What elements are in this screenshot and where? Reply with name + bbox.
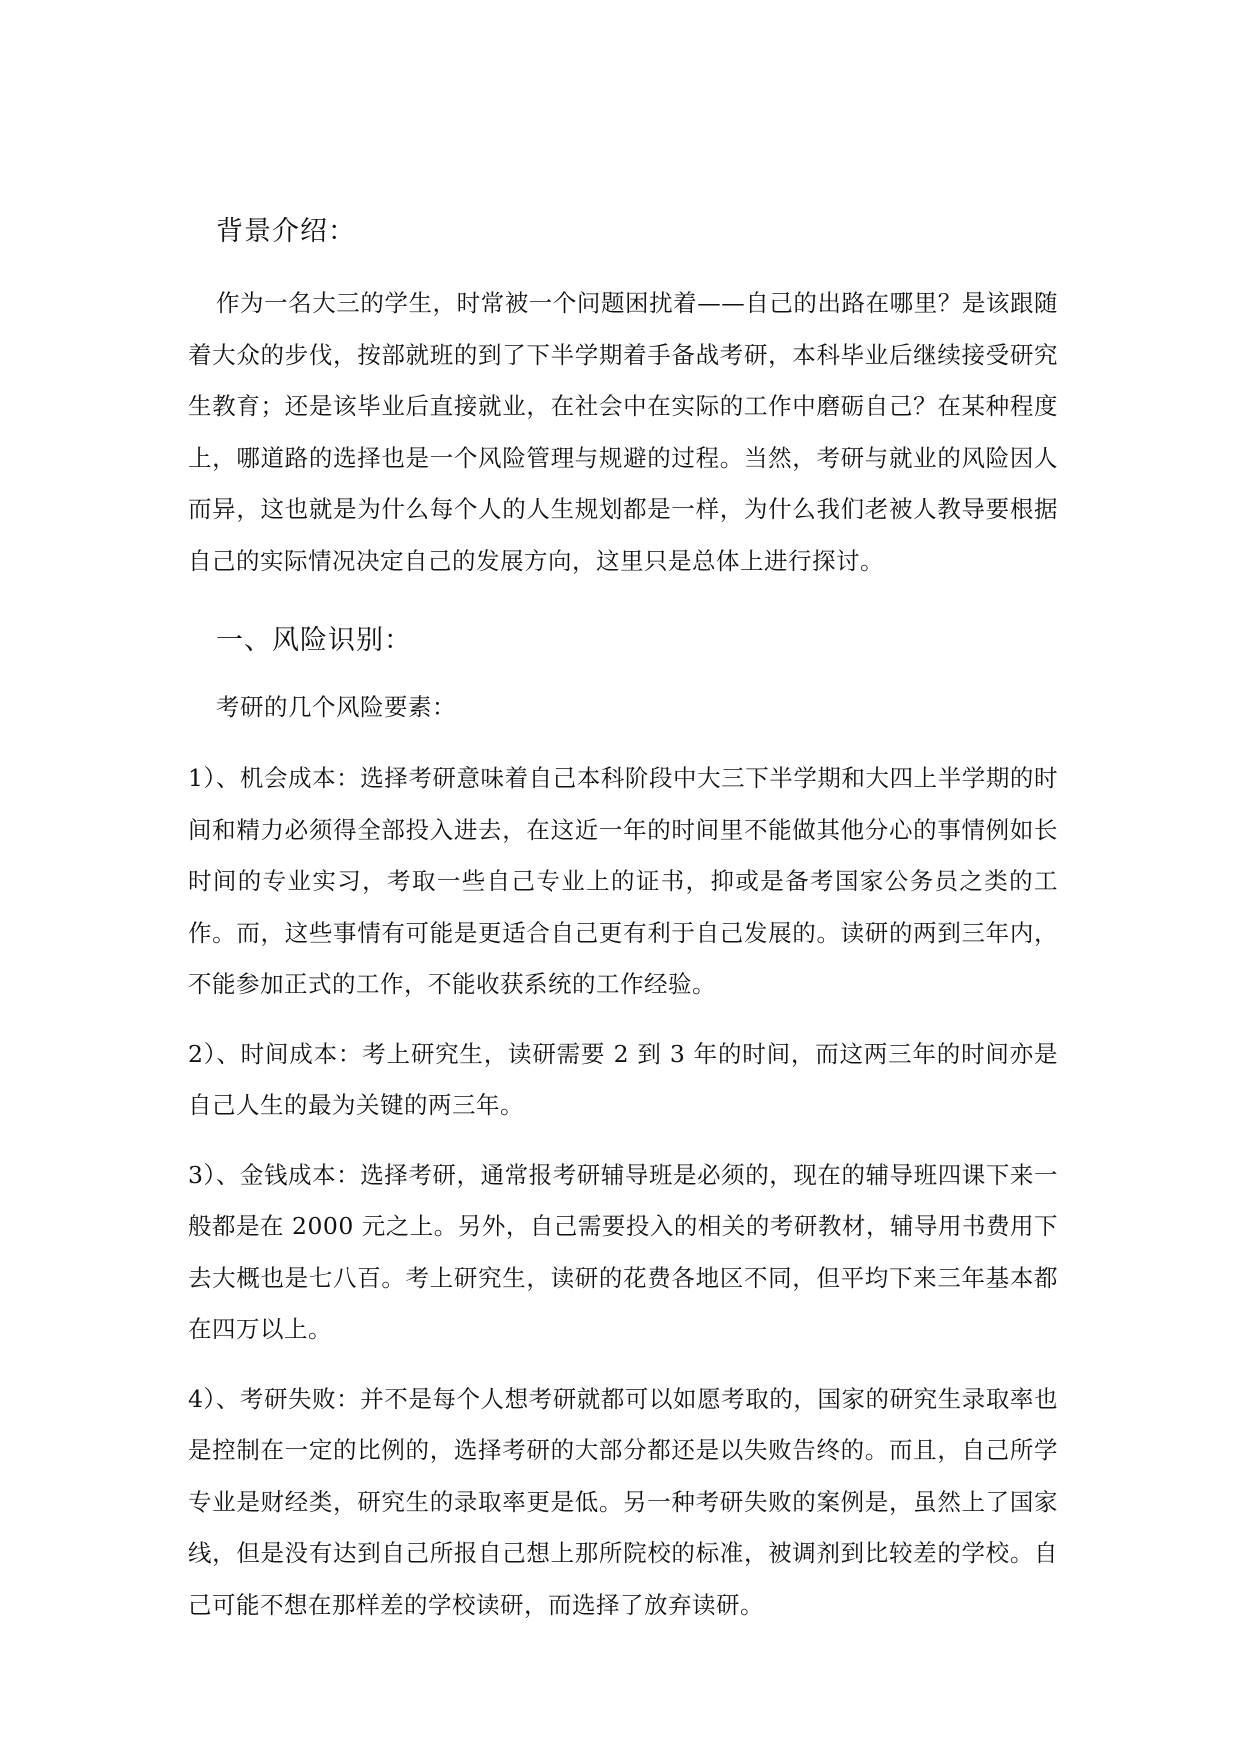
risk-item-time-cost: 2）、时间成本：考上研究生，读研需要 2 到 3 年的时间，而这两三年的时间亦是自己人生的最为关键的两三年。 [188, 1039, 1058, 1119]
subheading-risk-factors: 考研的几个风险要素： [216, 693, 456, 721]
heading-risk-identification: 一、风险识别： [216, 625, 412, 656]
risk-item-exam-failure: 4）、考研失败：并不是每个人想考研就都可以如愿考取的，国家的研究生录取率也是控制在一定的比例的，选择考研的大部分都还是以失败告终的。而且，自己所学专业是财经类，研究生的录取率更是低。另一种考研失败的案例是，虽然上了国家线，但是没有达到自己所报自己想上那所院校的标准，被调剂到比较差的学校。自己可能不想在那样差的学校读研，而选择了放弃读研。 [188, 1384, 1058, 1619]
document-body [188, 212, 1058, 1631]
heading-background: 背景介绍： [216, 216, 356, 247]
paragraph-background: 作为一名大三的学生，时常被一个问题困扰着——自己的出路在哪里？是该跟随着大众的步伐，按部就班的到了下半学期着手备战考研，本科毕业后继续接受研究生教育；还是该毕业后直接就业，在社会中在实际的工作中磨砺自己？在某种程度上，哪道路的选择也是一个风险管理与规避的过程。当然，考研与就业的风险因人而异，这也就是为什么每个人的人生规划都是一样，为什么我们老被人教导要根据自己的实际情况决定自己的发展方向，这里只是总体上进行探讨。 [188, 289, 1058, 575]
risk-item-money-cost: 3）、金钱成本：选择考研，通常报考研辅导班是必须的，现在的辅导班四课下来一般都是在 2000 元之上。另外，自己需要投入的相关的考研教材，辅导用书费用下去大概也是七八百。考上研究生，读研的花费各地区不同，但平均下来三年基本都在四万以上。 [188, 1160, 1058, 1343]
risk-item-opportunity-cost: 1）、机会成本：选择考研意味着自己本科阶段中大三下半学期和大四上半学期的时间和精力必须得全部投入进去，在这近一年的时间里不能做其他分心的事情例如长时间的专业实习，考取一些自己专业上的证书，抑或是备考国家公务员之类的工作。而，这些事情有可能是更适合自己更有利于自己发展的。读研的两到三年内，不能参加正式的工作，不能收获系统的工作经验。 [188, 764, 1058, 998]
